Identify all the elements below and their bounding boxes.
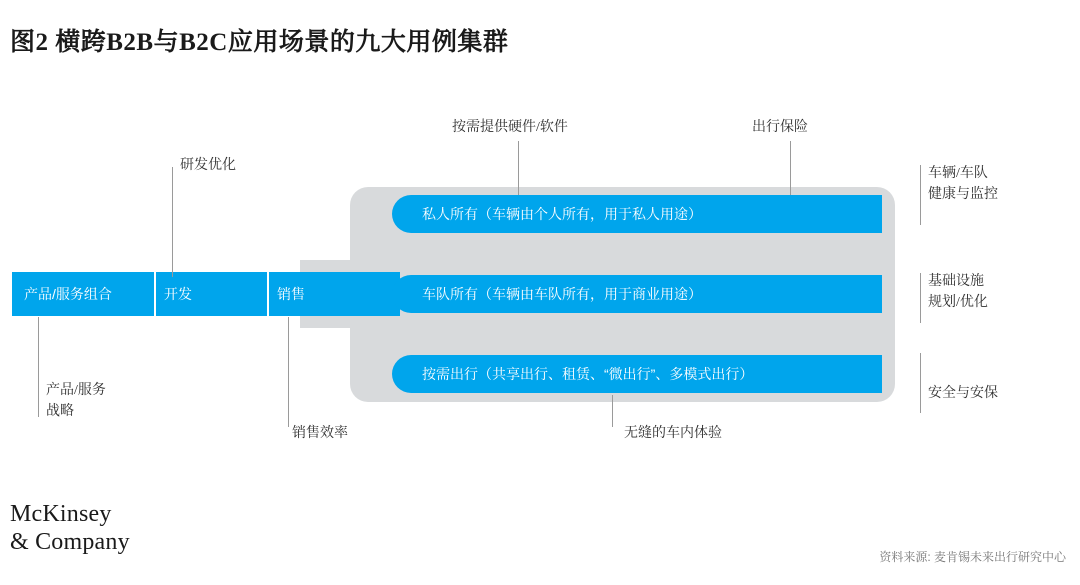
chain-divider [267,272,269,316]
annotation-product-service-strategy [46,380,106,422]
leader-line-safety [920,353,921,413]
chain-segment-develop: 开发 [164,286,192,302]
leader-line-health [920,165,921,225]
cluster-bar-on-demand-mobility [392,355,882,393]
leader-line-sales-efficiency [288,317,289,427]
annotation-sales-efficiency: 销售效率 [292,426,348,441]
annotation-infrastructure-planning-line1: 基础设施 [928,274,984,289]
leader-line-insurance [790,141,791,195]
annotation-vehicle-fleet-health-line1: 车辆/车队 [928,166,988,181]
annotation-product-service-strategy-line2: 战略 [46,404,74,419]
annotation-seamless-in-car-experience: 无缝的车内体验 [624,426,722,441]
cluster-bar-private-ownership [392,195,882,233]
annotation-product-service-strategy-line1: 产品/服务 [46,383,106,398]
annotation-vehicle-fleet-health-line2: 健康与监控 [928,187,998,202]
leader-line-hardware-software [518,141,519,195]
annotation-hardware-software: 按需提供硬件/软件 [452,120,568,135]
page-title: 图2 横跨B2B与B2C应用场景的九大用例集群 [10,29,509,56]
annotation-safety-security: 安全与安保 [928,386,998,401]
annotation-infrastructure-planning [928,271,988,313]
annotation-mobility-insurance: 出行保险 [752,120,808,135]
annotation-infrastructure-planning-line2: 规划/优化 [928,295,988,310]
leader-line-strategy [38,317,39,417]
cluster-label-private-ownership: 私人所有（车辆由个人所有，用于私人用途） [422,206,702,222]
value-chain-bar [12,272,357,316]
cluster-bar-fleet-ownership [392,275,882,313]
annotation-rd-optimization: 研发优化 [180,158,236,173]
leader-line-rd [172,167,173,277]
mckinsey-logo [10,500,130,556]
source-note: 资料来源: 麦肯锡未来出行研究中心 [879,550,1066,564]
leader-line-infrastructure [920,273,921,323]
annotation-vehicle-fleet-health [928,163,998,205]
cluster-label-on-demand-mobility: 按需出行（共享出行、租赁、“微出行”、多模式出行） [422,366,754,382]
leader-line-seamless [612,395,613,427]
diagram-canvas [0,95,1080,475]
chain-divider [154,272,156,316]
mckinsey-logo-line1: McKinsey [10,501,112,527]
chain-segment-portfolio: 产品/服务组合 [24,286,112,302]
chain-segment-sales: 销售 [277,286,305,302]
mckinsey-logo-line2: & Company [10,529,130,555]
cluster-label-fleet-ownership: 车队所有（车辆由车队所有，用于商业用途） [422,286,702,302]
